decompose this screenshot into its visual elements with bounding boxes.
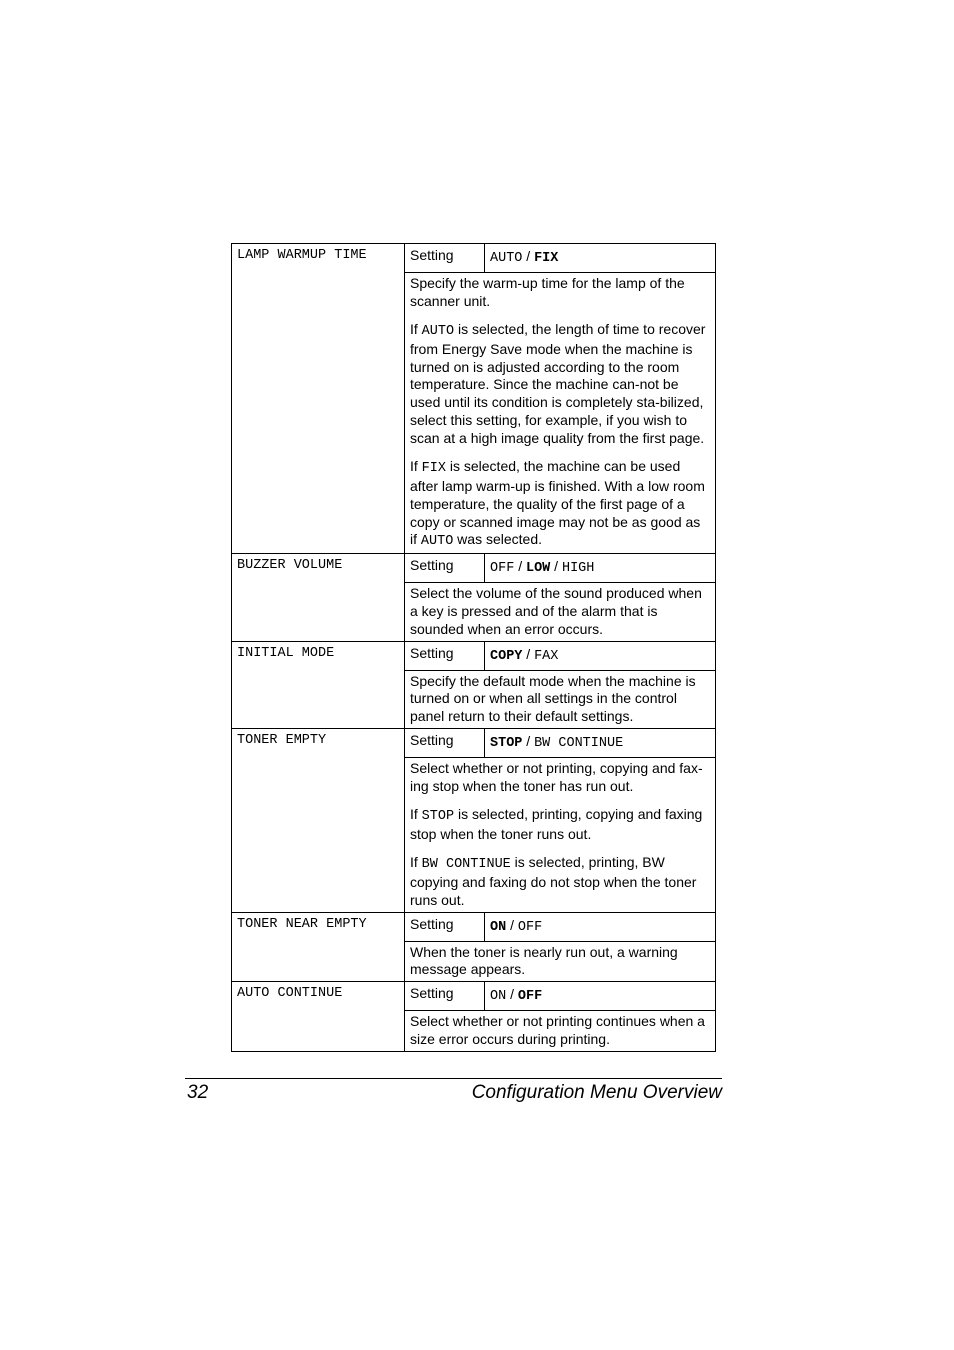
page-number: 32 xyxy=(187,1082,209,1103)
menu-item-name: BUZZER VOLUME xyxy=(237,558,343,574)
section-title: Configuration Menu Overview xyxy=(471,1082,722,1103)
description-text: If xyxy=(410,458,422,475)
description-text: Select whether or not printing continues when a size error occurs during printing. xyxy=(410,1013,705,1047)
option: BW CONTINUE xyxy=(534,735,624,751)
inline-value: AUTO xyxy=(420,534,454,550)
option-separator: / xyxy=(514,558,526,575)
menu-item-description xyxy=(405,670,716,728)
option: AUTO xyxy=(490,251,523,266)
description-paragraph xyxy=(410,673,711,726)
inline-value: AUTO xyxy=(421,324,455,340)
setting-label-cell xyxy=(405,641,485,670)
menu-item-row xyxy=(232,244,716,273)
menu-item-description xyxy=(405,757,716,912)
setting-label: Setting xyxy=(410,915,454,932)
menu-item-name-cell xyxy=(232,641,405,728)
menu-item-description xyxy=(405,273,716,554)
setting-label-cell xyxy=(405,728,485,757)
description-paragraph xyxy=(410,760,711,796)
menu-item-row xyxy=(232,982,716,1011)
setting-options xyxy=(485,244,716,273)
default-option: STOP xyxy=(490,735,523,751)
setting-options xyxy=(485,554,716,583)
description-paragraph xyxy=(410,944,711,980)
setting-label-cell xyxy=(405,244,485,273)
option-separator: / xyxy=(506,986,518,1003)
setting-label: Setting xyxy=(410,557,454,574)
description-text: Select whether or not printing, copying and fax-ing stop when the toner has run out. xyxy=(410,759,703,794)
menu-item-name-cell xyxy=(232,244,405,554)
option: OFF xyxy=(490,561,515,577)
description-text: was selected. xyxy=(453,531,543,548)
menu-item-name-cell xyxy=(232,728,405,912)
description-paragraph xyxy=(410,321,711,448)
menu-item-name-cell xyxy=(232,982,405,1052)
description-text: Select the volume of the sound produced when a key is pressed and of the alarm that is sounded when an error occurs. xyxy=(410,585,702,637)
menu-item-name: AUTO CONTINUE xyxy=(237,986,343,1002)
setting-options xyxy=(485,641,716,670)
menu-item-name: TONER NEAR EMPTY xyxy=(237,916,367,932)
menu-item-row xyxy=(232,554,716,583)
description-paragraph xyxy=(410,275,711,311)
setting-label: Setting xyxy=(410,985,454,1002)
default-option: COPY xyxy=(490,648,523,664)
description-text: is selected, the machine can be used after lamp warm-up is finished. With a low room temperature, the quality of the first page of a copy or scanned image may not be as good as if xyxy=(410,458,705,548)
default-option: LOW xyxy=(525,561,551,577)
menu-item-row xyxy=(232,641,716,670)
menu-item-description xyxy=(405,583,716,641)
setting-label-cell xyxy=(405,982,485,1011)
description-text: is selected, the length of time to recover from Energy Save mode when the machine is turned on is adjusted according to the room temperature. Since the machine can-not be used until its condition is completely sta-bilized, select this setting, for example, if you wish to scan at a high image quality from the first page. xyxy=(410,321,706,446)
option-separator: / xyxy=(522,248,535,264)
description-text: is selected, printing, copying and faxing stop when the toner runs out. xyxy=(410,806,703,842)
option: OFF xyxy=(517,919,543,935)
description-paragraph xyxy=(410,854,711,909)
setting-label-cell xyxy=(405,554,485,583)
menu-item-name: LAMP WARMUP TIME xyxy=(237,248,367,263)
default-option: FIX xyxy=(534,251,559,266)
description-text: When the toner is nearly run out, a warning message appears. xyxy=(410,943,678,978)
description-paragraph xyxy=(410,1013,711,1049)
menu-item-row xyxy=(232,728,716,757)
inline-value: BW CONTINUE xyxy=(421,857,511,873)
option: ON xyxy=(490,989,507,1005)
menu-item-name: TONER EMPTY xyxy=(237,732,327,748)
setting-label: Setting xyxy=(410,644,454,661)
setting-label: Setting xyxy=(410,731,454,748)
description-text: If xyxy=(410,806,422,823)
inline-value: FIX xyxy=(421,461,446,477)
setting-options xyxy=(485,728,716,757)
menu-item-row xyxy=(232,912,716,941)
menu-item-description xyxy=(405,1011,716,1052)
option: FAX xyxy=(534,648,559,664)
configuration-menu-table xyxy=(231,243,716,1052)
description-paragraph xyxy=(410,806,711,844)
default-option: OFF xyxy=(517,989,543,1005)
menu-item-name: INITIAL MODE xyxy=(237,645,335,661)
description-text: If xyxy=(410,321,422,338)
description-paragraph xyxy=(410,585,711,638)
menu-item-description xyxy=(405,941,716,982)
option-separator: / xyxy=(522,645,535,662)
footer-rule xyxy=(185,1078,722,1079)
inline-value: STOP xyxy=(421,809,455,825)
default-option: ON xyxy=(490,919,507,935)
description-paragraph xyxy=(410,458,711,551)
option-separator: / xyxy=(506,916,518,933)
setting-options xyxy=(485,982,716,1011)
description-text: is selected, printing, BW copying and faxing do not stop when the toner runs out. xyxy=(410,854,697,908)
menu-item-name-cell xyxy=(232,554,405,641)
option: HIGH xyxy=(561,561,595,577)
setting-label-cell xyxy=(405,912,485,941)
description-text: Specify the default mode when the machine is turned on or when all settings in the control panel return to their default settings. xyxy=(410,672,696,725)
menu-item-name-cell xyxy=(232,912,405,982)
description-text: If xyxy=(410,854,422,871)
option-separator: / xyxy=(522,732,535,749)
option-separator: / xyxy=(550,558,562,575)
description-text: Specify the warm-up time for the lamp of the scanner unit. xyxy=(410,275,685,309)
setting-options xyxy=(485,912,716,941)
setting-label: Setting xyxy=(410,247,454,263)
